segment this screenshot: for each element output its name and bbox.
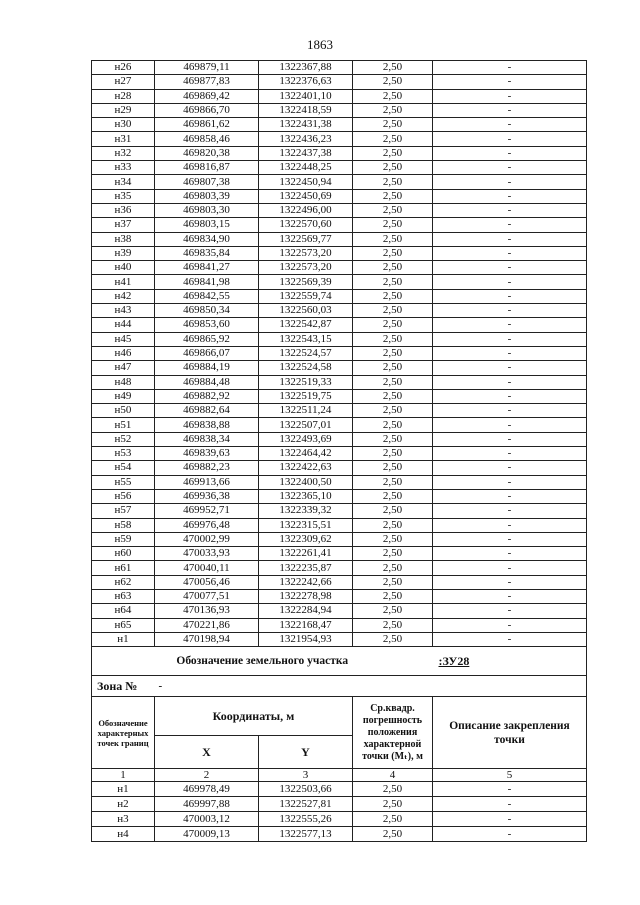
point-id-cell: н48	[92, 375, 155, 389]
bottom-rows	[92, 782, 587, 842]
description-cell: -	[433, 275, 587, 289]
x-coordinate-cell: 469869,42	[155, 89, 259, 103]
description-cell: -	[433, 447, 587, 461]
accuracy-cell: 2,50	[353, 827, 433, 842]
description-cell: -	[433, 304, 587, 318]
table-row	[92, 318, 587, 332]
point-id-cell: н58	[92, 518, 155, 532]
accuracy-cell: 2,50	[353, 618, 433, 632]
y-coordinate-cell: 1322422,63	[259, 461, 353, 475]
accuracy-cell: 2,50	[353, 532, 433, 546]
accuracy-cell: 2,50	[353, 489, 433, 503]
table-row	[92, 203, 587, 217]
y-coordinate-cell: 1322573,20	[259, 246, 353, 260]
table-row	[92, 504, 587, 518]
table-row	[92, 275, 587, 289]
zone-value: -	[155, 676, 587, 697]
y-coordinate-cell: 1322278,98	[259, 589, 353, 603]
accuracy-cell: 2,50	[353, 103, 433, 117]
point-id-cell: н41	[92, 275, 155, 289]
y-coordinate-cell: 1321954,93	[259, 632, 353, 646]
description-cell: -	[433, 589, 587, 603]
x-coordinate-cell: 470077,51	[155, 589, 259, 603]
x-coordinate-cell: 469884,48	[155, 375, 259, 389]
description-cell: -	[433, 332, 587, 346]
y-coordinate-cell: 1322400,50	[259, 475, 353, 489]
x-coordinate-cell: 469803,39	[155, 189, 259, 203]
point-id-cell: н51	[92, 418, 155, 432]
y-coordinate-cell: 1322168,47	[259, 618, 353, 632]
accuracy-cell: 2,50	[353, 432, 433, 446]
x-coordinate-cell: 469882,23	[155, 461, 259, 475]
table-row	[92, 232, 587, 246]
x-coordinate-cell: 469838,34	[155, 432, 259, 446]
x-coordinate-cell: 469841,27	[155, 261, 259, 275]
point-id-cell: н60	[92, 547, 155, 561]
x-coordinate-cell: 469913,66	[155, 475, 259, 489]
x-coordinate-cell: 470009,13	[155, 827, 259, 842]
y-coordinate-cell: 1322493,69	[259, 432, 353, 446]
table-row	[92, 218, 587, 232]
x-coordinate-cell: 470002,99	[155, 532, 259, 546]
table-row	[92, 418, 587, 432]
header-row-1	[92, 697, 587, 736]
header-coordinates: Координаты, м	[155, 697, 353, 736]
x-coordinate-cell: 469803,30	[155, 203, 259, 217]
table-row	[92, 304, 587, 318]
point-id-cell: н29	[92, 103, 155, 117]
table-row	[92, 532, 587, 546]
y-coordinate-cell: 1322376,63	[259, 75, 353, 89]
description-cell: -	[433, 812, 587, 827]
description-cell: -	[433, 203, 587, 217]
y-coordinate-cell: 1322569,39	[259, 275, 353, 289]
description-cell: -	[433, 189, 587, 203]
accuracy-cell: 2,50	[353, 318, 433, 332]
accuracy-cell: 2,50	[353, 418, 433, 432]
accuracy-cell: 2,50	[353, 404, 433, 418]
description-cell: -	[433, 218, 587, 232]
x-coordinate-cell: 469866,07	[155, 346, 259, 360]
description-cell: -	[433, 797, 587, 812]
x-coordinate-cell: 469841,98	[155, 275, 259, 289]
y-coordinate-cell: 1322365,10	[259, 489, 353, 503]
description-cell: -	[433, 561, 587, 575]
description-cell: -	[433, 89, 587, 103]
point-id-cell: н54	[92, 461, 155, 475]
description-cell: -	[433, 504, 587, 518]
accuracy-cell: 2,50	[353, 89, 433, 103]
column-number: 3	[259, 769, 353, 782]
x-coordinate-cell: 469820,38	[155, 146, 259, 160]
description-cell: -	[433, 632, 587, 646]
point-id-cell: н38	[92, 232, 155, 246]
accuracy-cell: 2,50	[353, 261, 433, 275]
description-cell: -	[433, 782, 587, 797]
page-number: 1863	[307, 37, 333, 52]
description-cell: -	[433, 547, 587, 561]
x-coordinate-cell: 469816,87	[155, 161, 259, 175]
table-row	[92, 797, 587, 812]
table-row	[92, 132, 587, 146]
y-coordinate-cell: 1322570,60	[259, 218, 353, 232]
header-y: Y	[259, 736, 353, 769]
table-row	[92, 61, 587, 75]
parcel-label: Обозначение земельного участка	[92, 647, 433, 676]
table-row	[92, 432, 587, 446]
y-coordinate-cell: 1322496,00	[259, 203, 353, 217]
point-id-cell: н62	[92, 575, 155, 589]
y-coordinate-cell: 1322450,69	[259, 189, 353, 203]
description-cell: -	[433, 575, 587, 589]
description-cell: -	[433, 389, 587, 403]
y-coordinate-cell: 1322418,59	[259, 103, 353, 117]
description-cell: -	[433, 532, 587, 546]
accuracy-cell: 2,50	[353, 461, 433, 475]
point-id-cell: н31	[92, 132, 155, 146]
header-point-designation: Обозначение характерных точек границ	[92, 697, 155, 769]
table-row	[92, 146, 587, 160]
table-row	[92, 812, 587, 827]
x-coordinate-cell: 469884,19	[155, 361, 259, 375]
description-cell: -	[433, 61, 587, 75]
table-row	[92, 604, 587, 618]
description-cell: -	[433, 175, 587, 189]
x-coordinate-cell: 469865,92	[155, 332, 259, 346]
accuracy-cell: 2,50	[353, 75, 433, 89]
point-id-cell: н45	[92, 332, 155, 346]
y-coordinate-cell: 1322339,32	[259, 504, 353, 518]
table-row	[92, 75, 587, 89]
x-coordinate-cell: 469978,49	[155, 782, 259, 797]
table-row	[92, 246, 587, 260]
point-id-cell: н36	[92, 203, 155, 217]
accuracy-cell: 2,50	[353, 332, 433, 346]
accuracy-cell: 2,50	[353, 246, 433, 260]
table-row	[92, 618, 587, 632]
x-coordinate-cell: 469835,84	[155, 246, 259, 260]
point-id-cell: н35	[92, 189, 155, 203]
y-coordinate-cell: 1322309,62	[259, 532, 353, 546]
accuracy-cell: 2,50	[353, 289, 433, 303]
point-id-cell: н40	[92, 261, 155, 275]
y-coordinate-cell: 1322524,57	[259, 346, 353, 360]
x-coordinate-cell: 469842,55	[155, 289, 259, 303]
table-row	[92, 361, 587, 375]
y-coordinate-cell: 1322519,75	[259, 389, 353, 403]
y-coordinate-cell: 1322511,24	[259, 404, 353, 418]
point-id-cell: н43	[92, 304, 155, 318]
point-id-cell: н42	[92, 289, 155, 303]
description-cell: -	[433, 475, 587, 489]
table-row	[92, 346, 587, 360]
description-cell: -	[433, 146, 587, 160]
description-cell: -	[433, 375, 587, 389]
point-id-cell: н65	[92, 618, 155, 632]
accuracy-cell: 2,50	[353, 218, 433, 232]
zone-row	[92, 676, 587, 697]
accuracy-cell: 2,50	[353, 346, 433, 360]
accuracy-cell: 2,50	[353, 361, 433, 375]
table-row	[92, 589, 587, 603]
x-coordinate-cell: 470221,86	[155, 618, 259, 632]
accuracy-cell: 2,50	[353, 447, 433, 461]
accuracy-cell: 2,50	[353, 561, 433, 575]
point-id-cell: н61	[92, 561, 155, 575]
accuracy-cell: 2,50	[353, 504, 433, 518]
accuracy-cell: 2,50	[353, 146, 433, 160]
accuracy-cell: 2,50	[353, 175, 433, 189]
accuracy-cell: 2,50	[353, 518, 433, 532]
header-description: Описание закрепления точки	[433, 697, 587, 769]
y-coordinate-cell: 1322524,58	[259, 361, 353, 375]
table-row	[92, 518, 587, 532]
description-cell: -	[433, 232, 587, 246]
table-row	[92, 261, 587, 275]
table-row	[92, 389, 587, 403]
y-coordinate-cell: 1322507,01	[259, 418, 353, 432]
point-id-cell: н49	[92, 389, 155, 403]
accuracy-cell: 2,50	[353, 189, 433, 203]
x-coordinate-cell: 470033,93	[155, 547, 259, 561]
parcel-value: :ЗУ28	[433, 647, 587, 676]
x-coordinate-cell: 469807,38	[155, 175, 259, 189]
table-row	[92, 575, 587, 589]
description-cell: -	[433, 432, 587, 446]
point-id-cell: н32	[92, 146, 155, 160]
accuracy-cell: 2,50	[353, 118, 433, 132]
parcel-row	[92, 647, 587, 676]
point-id-cell: н59	[92, 532, 155, 546]
y-coordinate-cell: 1322436,23	[259, 132, 353, 146]
x-coordinate-cell: 469882,92	[155, 389, 259, 403]
y-coordinate-cell: 1322560,03	[259, 304, 353, 318]
x-coordinate-cell: 469952,71	[155, 504, 259, 518]
y-coordinate-cell: 1322448,25	[259, 161, 353, 175]
description-cell: -	[433, 404, 587, 418]
point-id-cell: н47	[92, 361, 155, 375]
point-id-cell: н30	[92, 118, 155, 132]
table-row	[92, 103, 587, 117]
x-coordinate-cell: 469803,15	[155, 218, 259, 232]
zone-label: Зона №	[92, 676, 155, 697]
point-id-cell: н27	[92, 75, 155, 89]
accuracy-cell: 2,50	[353, 389, 433, 403]
accuracy-cell: 2,50	[353, 797, 433, 812]
description-cell: -	[433, 289, 587, 303]
accuracy-cell: 2,50	[353, 61, 433, 75]
top-rows	[92, 61, 587, 647]
table-row	[92, 475, 587, 489]
accuracy-cell: 2,50	[353, 475, 433, 489]
point-id-cell: н57	[92, 504, 155, 518]
accuracy-cell: 2,50	[353, 161, 433, 175]
y-coordinate-cell: 1322242,66	[259, 575, 353, 589]
x-coordinate-cell: 469861,62	[155, 118, 259, 132]
point-id-cell: н55	[92, 475, 155, 489]
y-coordinate-cell: 1322437,38	[259, 146, 353, 160]
description-cell: -	[433, 604, 587, 618]
table-row	[92, 161, 587, 175]
accuracy-cell: 2,50	[353, 232, 433, 246]
y-coordinate-cell: 1322315,51	[259, 518, 353, 532]
column-number-row	[92, 769, 587, 782]
y-coordinate-cell: 1322519,33	[259, 375, 353, 389]
description-cell: -	[433, 318, 587, 332]
y-coordinate-cell: 1322284,94	[259, 604, 353, 618]
y-coordinate-cell: 1322367,88	[259, 61, 353, 75]
header-accuracy: Ср.квадр. погрешность положения характерной точки (Mₜ), м	[353, 697, 433, 769]
point-id-cell: н37	[92, 218, 155, 232]
point-id-cell: н64	[92, 604, 155, 618]
point-id-cell: н56	[92, 489, 155, 503]
accuracy-cell: 2,50	[353, 812, 433, 827]
accuracy-cell: 2,50	[353, 547, 433, 561]
x-coordinate-cell: 469877,83	[155, 75, 259, 89]
accuracy-cell: 2,50	[353, 275, 433, 289]
table-row	[92, 489, 587, 503]
x-coordinate-cell: 470056,46	[155, 575, 259, 589]
table-row	[92, 118, 587, 132]
point-id-cell: н1	[92, 782, 155, 797]
y-coordinate-cell: 1322527,81	[259, 797, 353, 812]
x-coordinate-cell: 469976,48	[155, 518, 259, 532]
description-cell: -	[433, 461, 587, 475]
table-row	[92, 461, 587, 475]
point-id-cell: н52	[92, 432, 155, 446]
point-id-cell: н39	[92, 246, 155, 260]
accuracy-cell: 2,50	[353, 782, 433, 797]
description-cell: -	[433, 361, 587, 375]
accuracy-cell: 2,50	[353, 632, 433, 646]
table-row	[92, 547, 587, 561]
description-cell: -	[433, 161, 587, 175]
point-id-cell: н3	[92, 812, 155, 827]
x-coordinate-cell: 469858,46	[155, 132, 259, 146]
point-id-cell: н26	[92, 61, 155, 75]
y-coordinate-cell: 1322235,87	[259, 561, 353, 575]
accuracy-cell: 2,50	[353, 304, 433, 318]
column-number: 5	[433, 769, 587, 782]
y-coordinate-cell: 1322559,74	[259, 289, 353, 303]
coordinates-table	[91, 60, 587, 842]
table-row	[92, 332, 587, 346]
description-cell: -	[433, 489, 587, 503]
x-coordinate-cell: 469839,63	[155, 447, 259, 461]
table-row	[92, 827, 587, 842]
accuracy-cell: 2,50	[353, 575, 433, 589]
description-cell: -	[433, 132, 587, 146]
x-coordinate-cell: 469838,88	[155, 418, 259, 432]
table-row	[92, 404, 587, 418]
y-coordinate-cell: 1322573,20	[259, 261, 353, 275]
point-id-cell: н34	[92, 175, 155, 189]
table-row	[92, 447, 587, 461]
x-coordinate-cell: 470040,11	[155, 561, 259, 575]
table-row	[92, 632, 587, 646]
table-row	[92, 175, 587, 189]
y-coordinate-cell: 1322401,10	[259, 89, 353, 103]
x-coordinate-cell: 469866,70	[155, 103, 259, 117]
table-row	[92, 782, 587, 797]
description-cell: -	[433, 827, 587, 842]
y-coordinate-cell: 1322503,66	[259, 782, 353, 797]
y-coordinate-cell: 1322261,41	[259, 547, 353, 561]
point-id-cell: н44	[92, 318, 155, 332]
table-row	[92, 189, 587, 203]
x-coordinate-cell: 470198,94	[155, 632, 259, 646]
accuracy-cell: 2,50	[353, 203, 433, 217]
table-row	[92, 561, 587, 575]
column-number: 4	[353, 769, 433, 782]
description-cell: -	[433, 518, 587, 532]
description-cell: -	[433, 75, 587, 89]
y-coordinate-cell: 1322577,13	[259, 827, 353, 842]
table-row	[92, 89, 587, 103]
description-cell: -	[433, 618, 587, 632]
point-id-cell: н28	[92, 89, 155, 103]
description-cell: -	[433, 346, 587, 360]
point-id-cell: н4	[92, 827, 155, 842]
y-coordinate-cell: 1322569,77	[259, 232, 353, 246]
point-id-cell: н1	[92, 632, 155, 646]
accuracy-cell: 2,50	[353, 589, 433, 603]
x-coordinate-cell: 469997,88	[155, 797, 259, 812]
x-coordinate-cell: 470136,93	[155, 604, 259, 618]
point-id-cell: н33	[92, 161, 155, 175]
x-coordinate-cell: 469936,38	[155, 489, 259, 503]
y-coordinate-cell: 1322555,26	[259, 812, 353, 827]
table-row	[92, 289, 587, 303]
x-coordinate-cell: 469853,60	[155, 318, 259, 332]
y-coordinate-cell: 1322431,38	[259, 118, 353, 132]
description-cell: -	[433, 103, 587, 117]
accuracy-cell: 2,50	[353, 375, 433, 389]
point-id-cell: н63	[92, 589, 155, 603]
x-coordinate-cell: 469882,64	[155, 404, 259, 418]
table-row	[92, 375, 587, 389]
accuracy-cell: 2,50	[353, 132, 433, 146]
x-coordinate-cell: 470003,12	[155, 812, 259, 827]
description-cell: -	[433, 118, 587, 132]
column-number: 2	[155, 769, 259, 782]
description-cell: -	[433, 261, 587, 275]
y-coordinate-cell: 1322542,87	[259, 318, 353, 332]
y-coordinate-cell: 1322543,15	[259, 332, 353, 346]
header-x: X	[155, 736, 259, 769]
point-id-cell: н50	[92, 404, 155, 418]
x-coordinate-cell: 469834,90	[155, 232, 259, 246]
description-cell: -	[433, 246, 587, 260]
x-coordinate-cell: 469850,34	[155, 304, 259, 318]
point-id-cell: н53	[92, 447, 155, 461]
point-id-cell: н46	[92, 346, 155, 360]
description-cell: -	[433, 418, 587, 432]
column-number: 1	[92, 769, 155, 782]
accuracy-cell: 2,50	[353, 604, 433, 618]
y-coordinate-cell: 1322450,94	[259, 175, 353, 189]
x-coordinate-cell: 469879,11	[155, 61, 259, 75]
point-id-cell: н2	[92, 797, 155, 812]
y-coordinate-cell: 1322464,42	[259, 447, 353, 461]
